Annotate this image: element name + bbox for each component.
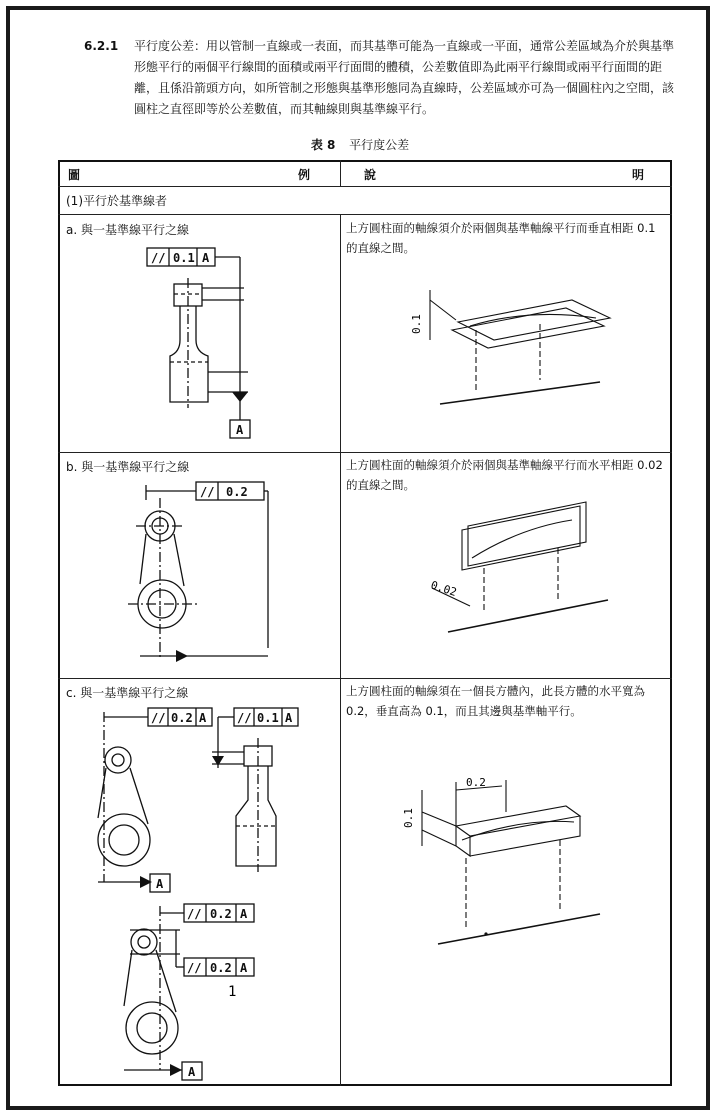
row-c-dim-height: 0.1 [402,808,415,828]
group-title: (1)平行於基準線者 [66,194,167,208]
row-c-handwritten-mark: 1 [228,984,237,1000]
row-c-frame2-value: 0.1 [257,711,279,725]
row-c-frame3-datum: A [240,907,248,921]
row-c-frame4-symbol: // [187,961,202,975]
row-b-label: b. 與一基準線平行之線 [66,460,190,474]
row-c-dim-width: 0.2 [466,776,486,789]
row-c-frame1-symbol: // [151,711,166,725]
row-c-datum-lower: A [188,1065,196,1079]
row-a-datum-label: A [236,423,244,437]
row-c-frame3-symbol: // [187,907,202,921]
row-c-frame2-datum: A [285,711,293,725]
table-caption-title: 平行度公差 [349,138,410,152]
row-c-frame1-datum: A [199,711,207,725]
row-c-frame4-datum: A [240,961,248,975]
header-example: 例 [298,168,311,182]
header-figure: 圖 [68,168,81,182]
row-b-frame-symbol: // [200,485,215,499]
row-c-description: 上方圓柱面的軸線須在一個長方體內，此長方體的水平寬為 0.2，垂直高為 0.1，而且其邊與基準軸平行。 [346,684,645,718]
row-c-frame4-value: 0.2 [210,961,232,975]
row-a-dim-label: 0.1 [410,314,423,334]
row-a-frame-value: 0.1 [173,251,195,265]
row-a-frame-symbol: // [151,251,166,265]
section-number: 6.2.1 [84,39,119,53]
row-b-description: 上方圓柱面的軸線須介於兩個與基準軸線平行而水平相距 0.02 的直線之間。 [346,458,663,492]
row-b-frame-value: 0.2 [226,485,248,499]
section-text: 平行度公差：用以管制一直線或一表面，而其基準可能為一直線或一平面，通常公差區域為介於與基準形態平行的兩個平行線間的面積或兩平行面間的體積，公差數值即為此兩平行線間或兩平行面間的距離，且係沿箭頭方向，如所管制之形態與基準形態同為直線時，公差區域亦可為一個圓柱內之空間，該圓柱之直徑即等於公差數值，而其軸線則與基準線平行。 [134,39,675,116]
row-c-datum-upper: A [156,877,164,891]
row-c-frame2-symbol: // [237,711,252,725]
row-b-dim-label: 0.02 [429,578,459,600]
header-note: 明 [632,168,645,182]
table-caption-number: 表 8 [310,138,336,152]
header-explain: 說 [364,168,377,182]
row-a-label: a. 與一基準線平行之線 [66,223,189,237]
row-c-frame3-value: 0.2 [210,907,232,921]
row-a-frame-datum: A [202,251,210,265]
row-c-label: c. 與一基準線平行之線 [66,686,189,700]
row-a-description: 上方圓柱面的軸線須介於兩個與基準軸線平行而垂直相距 0.1 的直線之間。 [346,221,656,255]
row-c-frame1-value: 0.2 [171,711,193,725]
